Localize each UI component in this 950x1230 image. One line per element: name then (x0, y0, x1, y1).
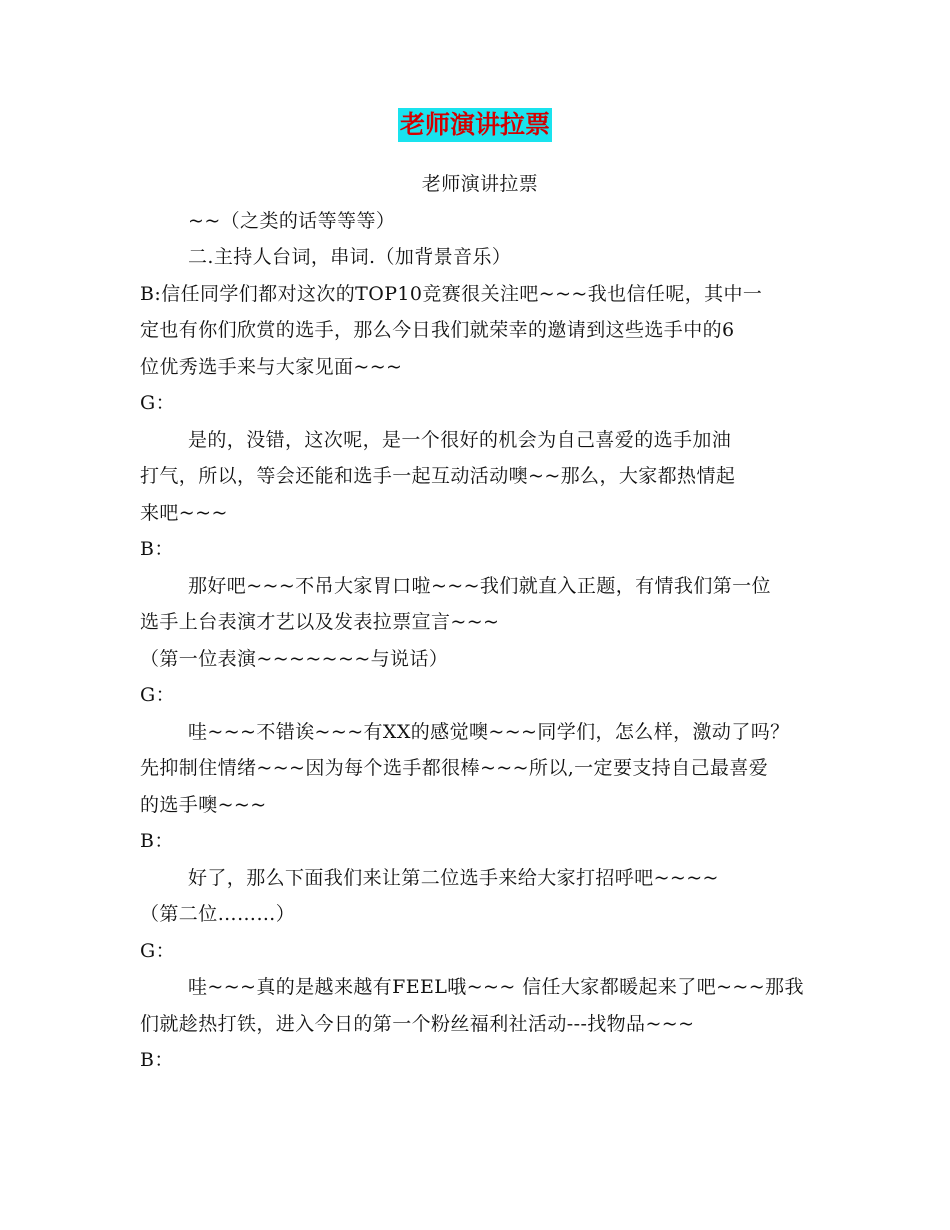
paragraph-line: 哇~~~真的是越来越有FEEL哦~~~ 信任大家都暖起来了吧~~~那我 (188, 976, 804, 998)
paragraph-line: 选手上台表演才艺以及发表拉票宣言~~~ (140, 611, 500, 633)
speaker-label: B： (140, 538, 174, 560)
paragraph-line: 哇~~~不错诶~~~有XX的感觉噢~~~同学们，怎么样，激动了吗？ (188, 720, 790, 743)
paragraph-line: 来吧~~~ (140, 501, 228, 524)
speaker-label: G： (140, 392, 175, 414)
paragraph-line: 先抑制住情绪~~~因为每个选手都很棒~~~所以,一定要支持自己最喜爱 (140, 757, 769, 779)
paragraph-line: 打气，所以，等会还能和选手一起互动活动噢~~那么，大家都热情起 (140, 465, 736, 487)
title-wrap (0, 108, 950, 142)
paragraph-line: ~~（之类的话等等等） (188, 209, 396, 232)
paragraph-line: 好了，那么下面我们来让第二位选手来给大家打招呼吧~~~~ (188, 866, 719, 889)
paragraph-line: 是的，没错，这次呢，是一个很好的机会为自己喜爱的选手加油 (188, 428, 732, 451)
paragraph-line: B:信任同学们都对这次的TOP10竞赛很关注吧~~~我也信任呢，其中一 (140, 282, 763, 305)
paragraph-line: （第二位………） (140, 903, 296, 925)
document-body (140, 166, 820, 1079)
paragraph-line: 们就趁热打铁，进入今日的第一个粉丝福利社活动---找物品~~~ (140, 1012, 695, 1035)
speaker-label: B： (140, 830, 174, 852)
paragraph-line: 二.主持人台词，串词.（加背景音乐） (188, 246, 512, 268)
paragraph-line: 那好吧~~~不吊大家胃口啦~~~我们就直入正题，有情我们第一位 (188, 574, 771, 597)
document-title: 老师演讲拉票 (398, 108, 552, 142)
paragraph-line: 的选手噢~~~ (140, 793, 267, 816)
paragraph-line: （第一位表演~~~~~~~与说话） (140, 647, 449, 670)
paragraph-line: 定也有你们欣赏的选手，那么今日我们就荣幸的邀请到这些选手中的6 (140, 319, 735, 341)
subtitle: 老师演讲拉票 (421, 173, 539, 195)
speaker-label: G： (140, 939, 175, 962)
speaker-label: G： (140, 684, 175, 706)
paragraph-line: 位优秀选手来与大家见面~~~ (140, 355, 403, 378)
speaker-label: B： (140, 1049, 174, 1071)
